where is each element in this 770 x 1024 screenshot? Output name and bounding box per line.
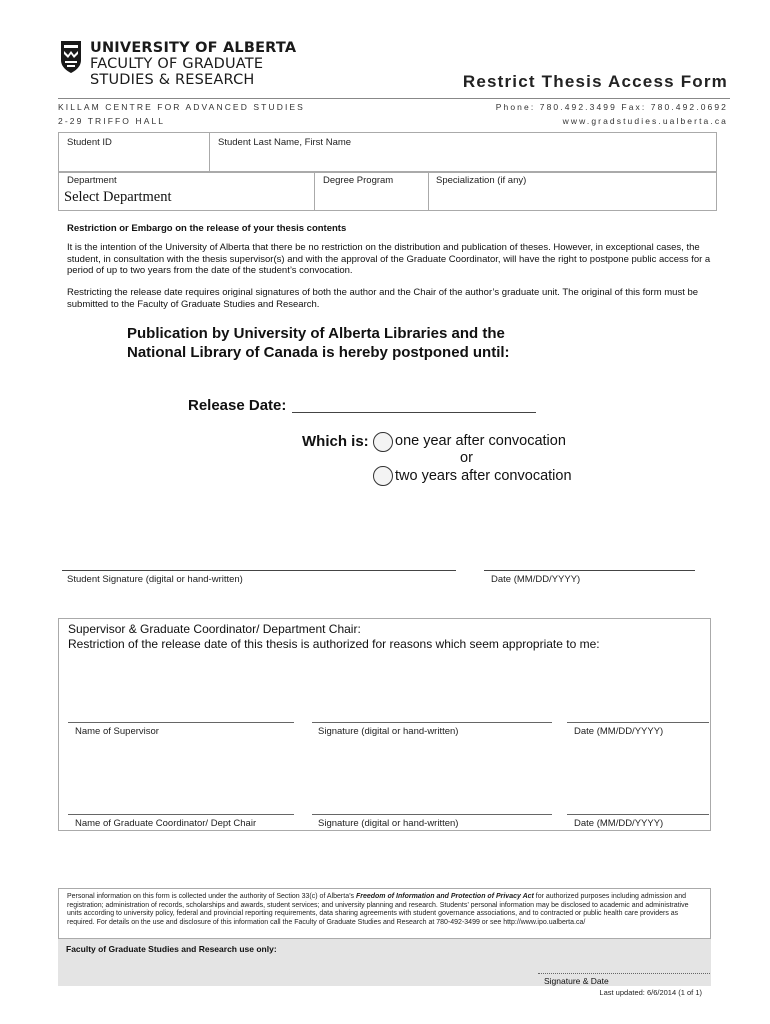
logo-line2: FACULTY OF GRADUATE [90,56,264,72]
release-date-input[interactable] [292,412,536,413]
specialization-input[interactable] [432,188,713,208]
phone-fax: Phone: 780.492.3499 Fax: 780.492.0692 [495,102,728,112]
box-divider [314,171,315,211]
supervisor-signature-line[interactable] [312,722,552,723]
supervisor-date-line[interactable] [567,722,709,723]
supervisor-name-label: Name of Supervisor [75,726,159,737]
two-years-option-label: two years after convocation [395,468,572,484]
coordinator-name-line[interactable] [68,814,294,815]
supervisor-signature-label: Signature (digital or hand-written) [318,726,459,737]
student-signature-label: Student Signature (digital or hand-written) [67,574,243,585]
restriction-paragraph2: Restricting the release date requires original signatures of both the author and the Chair of the author’s graduate unit. The original of this form must be submitted to the Faculty of Graduate Studies and Research. [67,287,699,310]
degree-program-label: Degree Program [323,175,394,186]
approval-title-line2: Restriction of the release date of this thesis is authorized for reasons which seem appropriate to me: [68,636,600,651]
department-label: Department [67,175,117,186]
specialization-label: Specialization (if any) [436,175,527,186]
coordinator-name-label: Name of Graduate Coordinator/ Dept Chair [75,818,257,829]
office-signature-line [538,973,710,974]
university-crest-icon [60,40,82,74]
student-id-label: Student ID [67,137,112,148]
publication-statement [127,324,510,362]
logo-line3: STUDIES & RESEARCH [90,72,255,88]
release-date-label: Release Date: [188,397,287,414]
student-signature-line[interactable] [62,570,456,571]
supervisor-date-label: Date (MM/DD/YYYY) [574,726,664,737]
student-id-input[interactable] [62,150,205,170]
form-title: Restrict Thesis Access Form [462,72,728,91]
which-is-label: Which is: [302,433,369,450]
student-date-label: Date (MM/DD/YYYY) [491,574,581,585]
publication-statement-line2: National Library of Canada is hereby postponed until: [127,344,510,361]
privacy-notice-text [59,889,710,927]
restriction-heading: Restriction or Embargo on the release of your thesis contents [67,223,347,234]
coordinator-date-line[interactable] [567,814,709,815]
approval-title [68,622,600,651]
box-divider [209,132,210,173]
logo-line1: UNIVERSITY OF ALBERTA [90,40,297,56]
restriction-paragraph1: It is the intention of the University of Alberta that there be no restriction on the distribution and publication of theses. However, in exceptional cases, the student, in consultation with the thesis supervisor(s) and with the approval of the Graduate Coordinator, will have the right to postpone public access for a period of up to two years from the date of the student’s convocation. [67,242,711,277]
student-date-line[interactable] [484,570,695,571]
one-year-option-label: one year after convocation [395,433,566,449]
approval-title-line1: Supervisor & Graduate Coordinator/ Department Chair: [68,622,361,636]
address-line1: KILLAM CENTRE FOR ADVANCED STUDIES [58,102,305,112]
or-text: or [460,450,473,466]
header-divider [58,98,730,99]
student-name-input[interactable] [213,150,713,170]
university-logo [90,40,296,88]
coordinator-date-label: Date (MM/DD/YYYY) [574,818,664,829]
privacy-text-after: for authorized purposes including admission and registration; administration of records, scholarships and awards, student services; and university planning and research. Students’ personal information may be disclosed to academic and administrative units according to university policy, federal and provincial reporting requirements, data sharing agreements with student governance associations, and to contracted or public health care providers as required. For details on the use and disclosure of this information call the Faculty of Graduate Studies and Research at 780-492-3499 or see http://www.ipo.ualberta.ca/ [67,893,689,926]
address-line2: 2-29 TRIFFO HALL [58,116,166,126]
privacy-text-before: Personal information on this form is collected under the authority of Section 33(c) of Alberta’s [67,893,356,900]
coordinator-signature-line[interactable] [312,814,552,815]
last-updated: Last updated: 6/6/2014 (1 of 1) [599,988,702,997]
one-year-radio[interactable] [373,432,393,452]
two-years-radio[interactable] [373,466,393,486]
office-signature-date-label: Signature & Date [544,976,609,986]
supervisor-name-line[interactable] [68,722,294,723]
office-use-box [58,938,711,986]
office-use-label: Faculty of Graduate Studies and Research use only: [66,944,277,954]
student-name-label: Student Last Name, First Name [218,137,352,148]
privacy-act-name: Freedom of Information and Protection of Privacy Act [355,893,534,900]
website-link[interactable]: www.gradstudies.ualberta.ca [562,116,728,126]
department-select[interactable]: Select Department [64,189,172,205]
publication-statement-line1: Publication by University of Alberta Libraries and the [127,325,505,342]
degree-program-input[interactable] [318,188,424,208]
coordinator-signature-label: Signature (digital or hand-written) [318,818,459,829]
box-divider [428,171,429,211]
